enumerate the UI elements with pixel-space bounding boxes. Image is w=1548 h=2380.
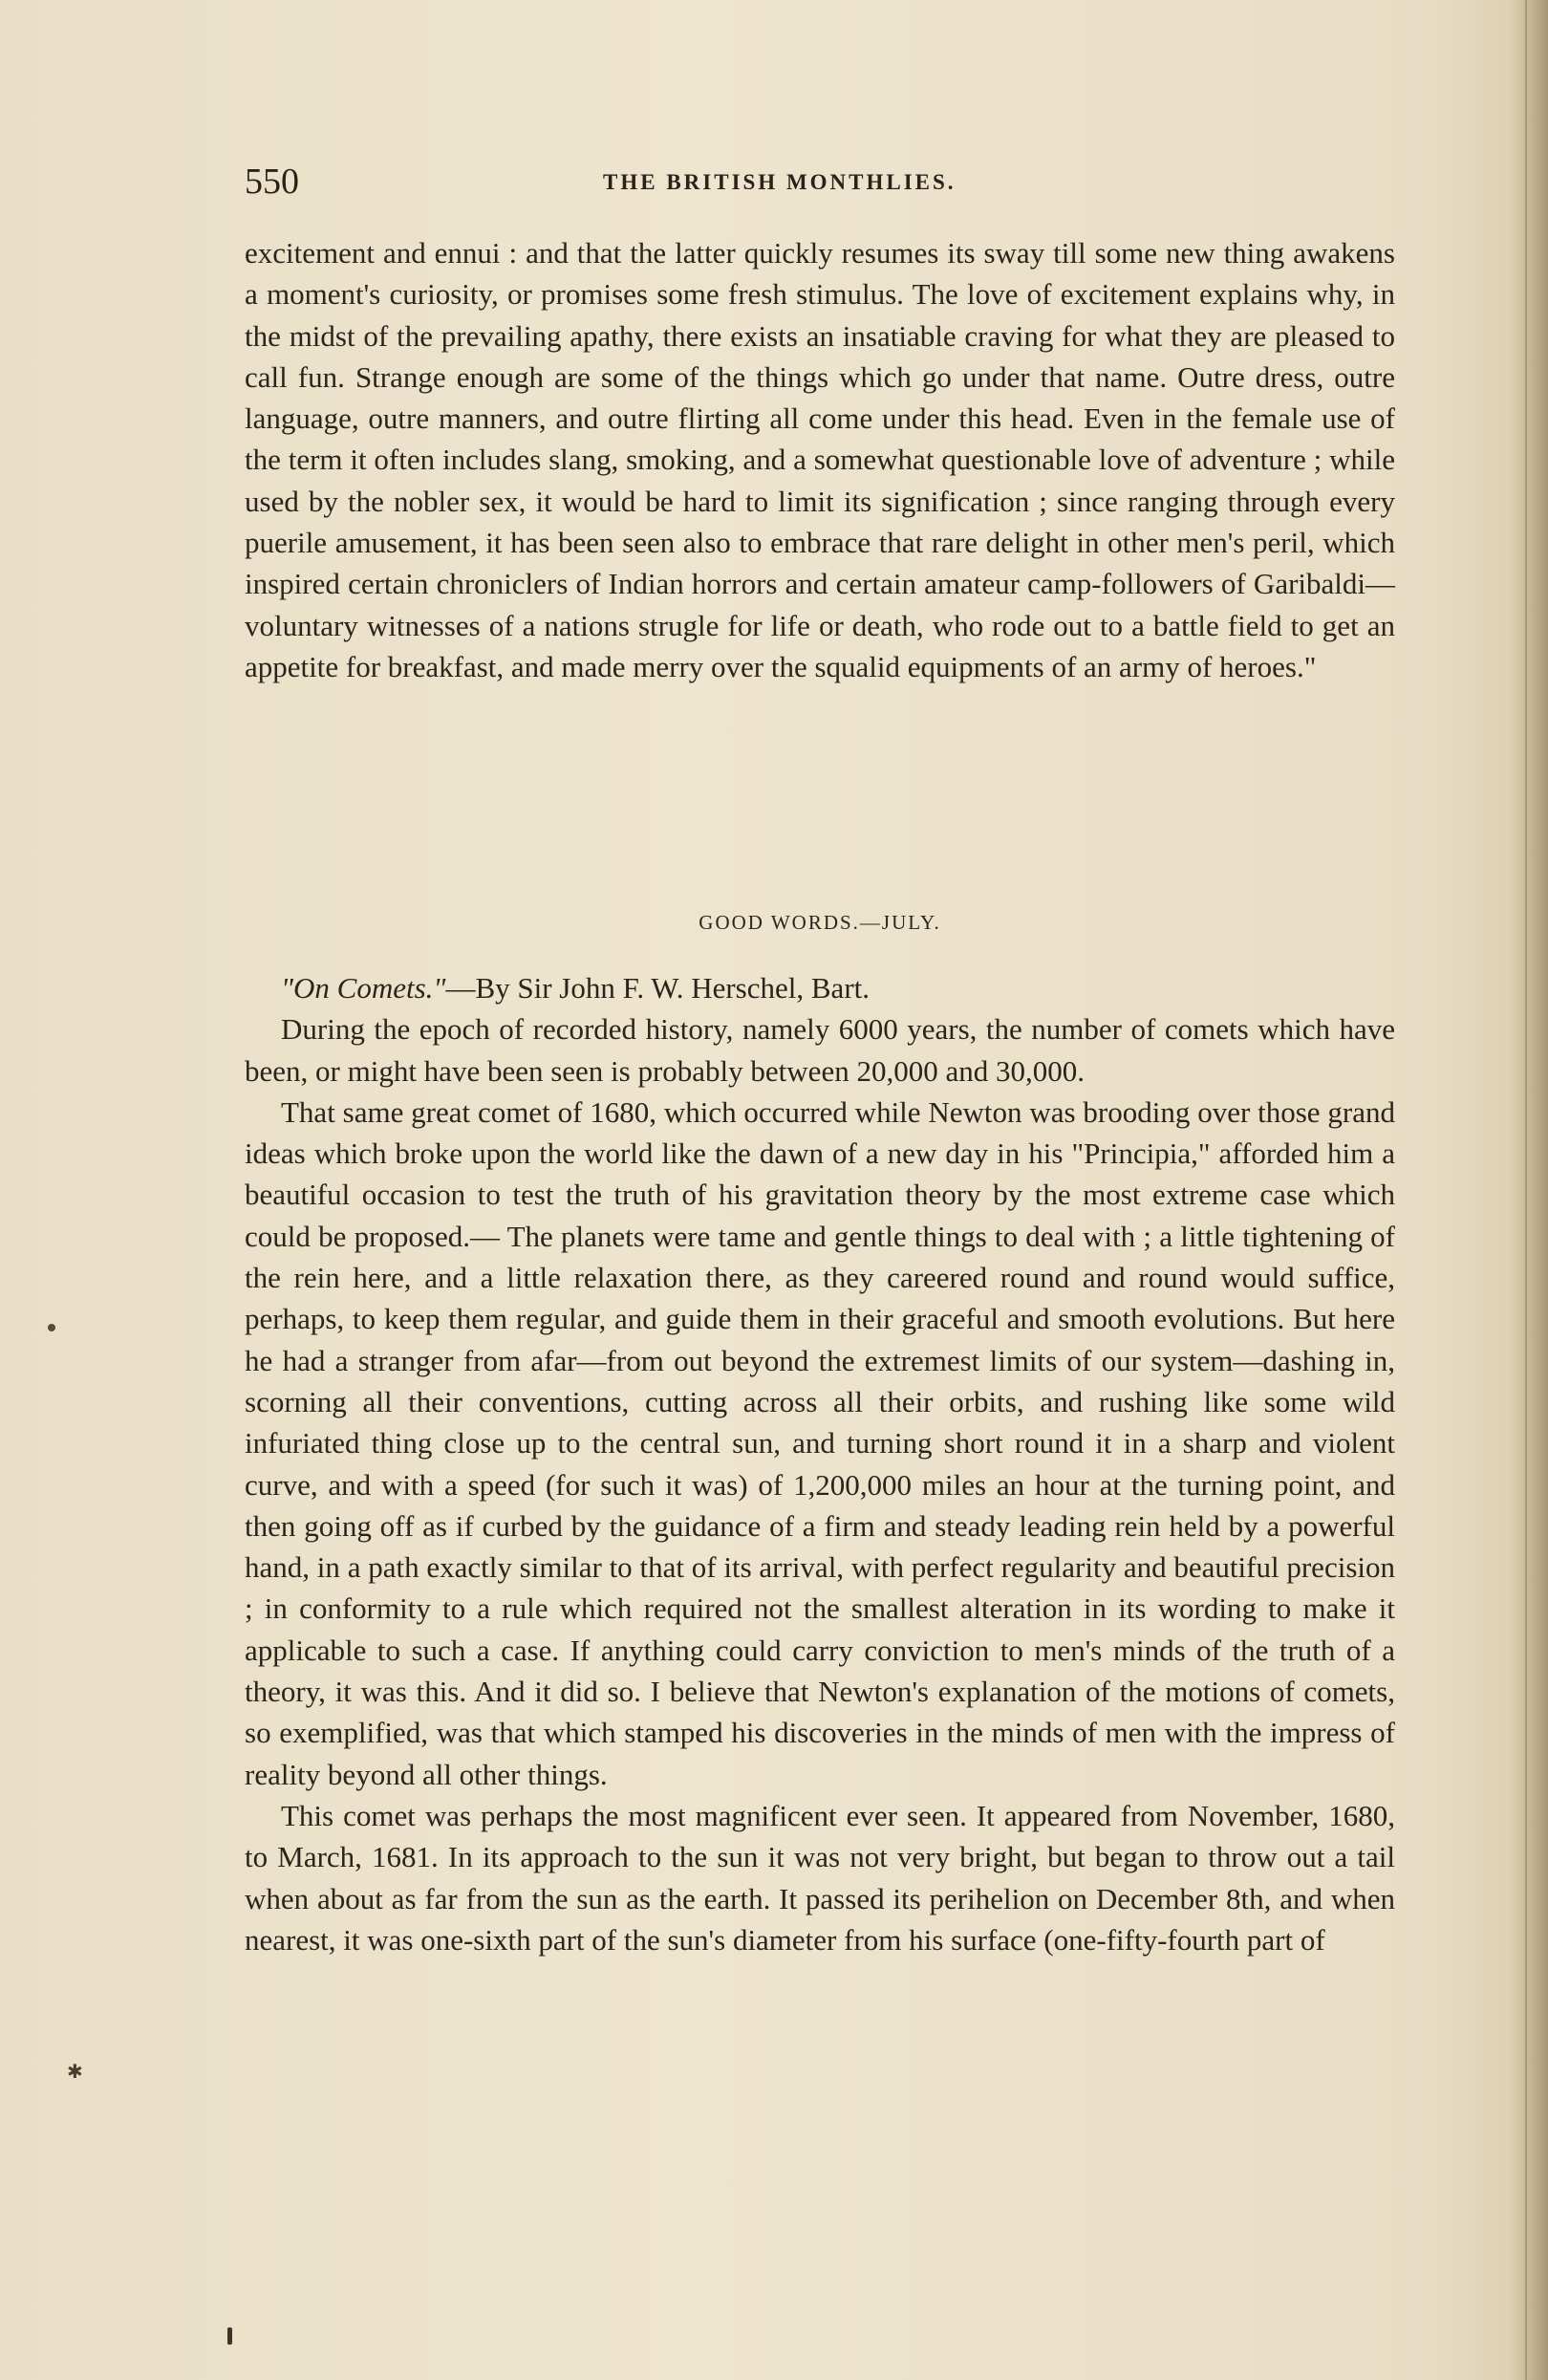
article-byline: —By Sir John F. W. Herschel, Bart. bbox=[445, 971, 871, 1005]
article-title: "On Comets." bbox=[281, 971, 446, 1005]
page-edge-line bbox=[1525, 0, 1527, 2380]
article-paragraph-3: This comet was perhaps the most magnificent ever seen. It appeared from November, 1680, to March, 1681. In its approach to the sun it was not very bright, but began to throw out a tail when about as far from the sun as the earth. It passed its perihelion on December 8th, and when nearest, it was one-sixth part of the sun's diameter from his surface (one-fifty-fourth part of bbox=[245, 1798, 1395, 1957]
article-paragraph-1: During the epoch of recorded history, namely 6000 years, the number of comets which have been, or might have been seen is probably between 20,000 and 30,000. bbox=[245, 1012, 1395, 1088]
page-edge-shadow bbox=[1508, 0, 1548, 2380]
margin-ink-dot bbox=[48, 1324, 55, 1331]
margin-ink-mark: ✱ bbox=[67, 2062, 83, 2083]
continuation-paragraph: excitement and ennui : and that the latter quickly resumes its sway till some new thing awakens a moment's curiosity, or promises some fresh stimulus. The love of excitement explains why, in the midst of the prevailing apathy, there exists an insatiable craving for what they are pleased to call fun. Strange enough are some of the things which go under that name. Outre dress, outre language, outre manners, and outre flirting all come under this head. Even in the female use of the term it often includes slang, smoking, and a somewhat questionable love of adventure ; while used by the nobler sex, it would be hard to limit its signification ; since ranging through every puerile amusement, it has been seen also to embrace that rare delight in other men's peril, which inspired certain chroniclers of Indian horrors and certain amateur camp-followers of Garibaldi—voluntary witnesses of a nations strugle for life or death, who rode out to a battle field to get an appetite for breakfast, and made merry over the squalid equipments of an army of heroes." bbox=[245, 236, 1395, 683]
section-heading: GOOD WORDS.—JULY. bbox=[699, 911, 941, 934]
journal-title: THE BRITISH MONTHLIES. bbox=[603, 170, 957, 194]
article-title-line bbox=[245, 967, 1395, 1008]
running-head bbox=[245, 158, 1391, 206]
page-number: 550 bbox=[245, 162, 299, 202]
margin-ink-tick bbox=[227, 2327, 232, 2345]
article-paragraph-2: That same great comet of 1680, which occurred while Newton was brooding over those grand ideas which broke upon the world like the dawn of a new day in his "Principia," afforded him a beautiful occasion to test the truth of his gravitation theory by the most extreme case which could be proposed.— The planets were tame and gentle things to deal with ; a little tightening of the rein here, and a little relaxation there, as they careered round and round would suffice, perhaps, to keep them regular, and guide them in their graceful and smooth evolutions. But here he had a stranger from afar—from out beyond the extremest limits of our system—dashing in, scorning all their conventions, cutting across all their orbits, and rushing like some wild infuriated thing close up to the central sun, and turning short round it in a sharp and violent curve, and with a speed (for such it was) of 1,200,000 miles an hour at the turning point, and then going off as if curbed by the guidance of a firm and steady leading rein held by a powerful hand, in a path exactly similar to that of its arrival, with perfect regularity and beautiful precision ; in conformity to a rule which required not the smallest alteration in its wording to make it applicable to such a case. If anything could carry conviction to men's minds of the truth of a theory, it was this. And it did so. I believe that Newton's explanation of the motions of comets, so exemplified, was that which stamped his discoveries in the minds of men with the impress of reality beyond all other things. bbox=[245, 1094, 1395, 1791]
article-block bbox=[245, 967, 1395, 1960]
continuation-paragraph-block bbox=[245, 232, 1395, 687]
